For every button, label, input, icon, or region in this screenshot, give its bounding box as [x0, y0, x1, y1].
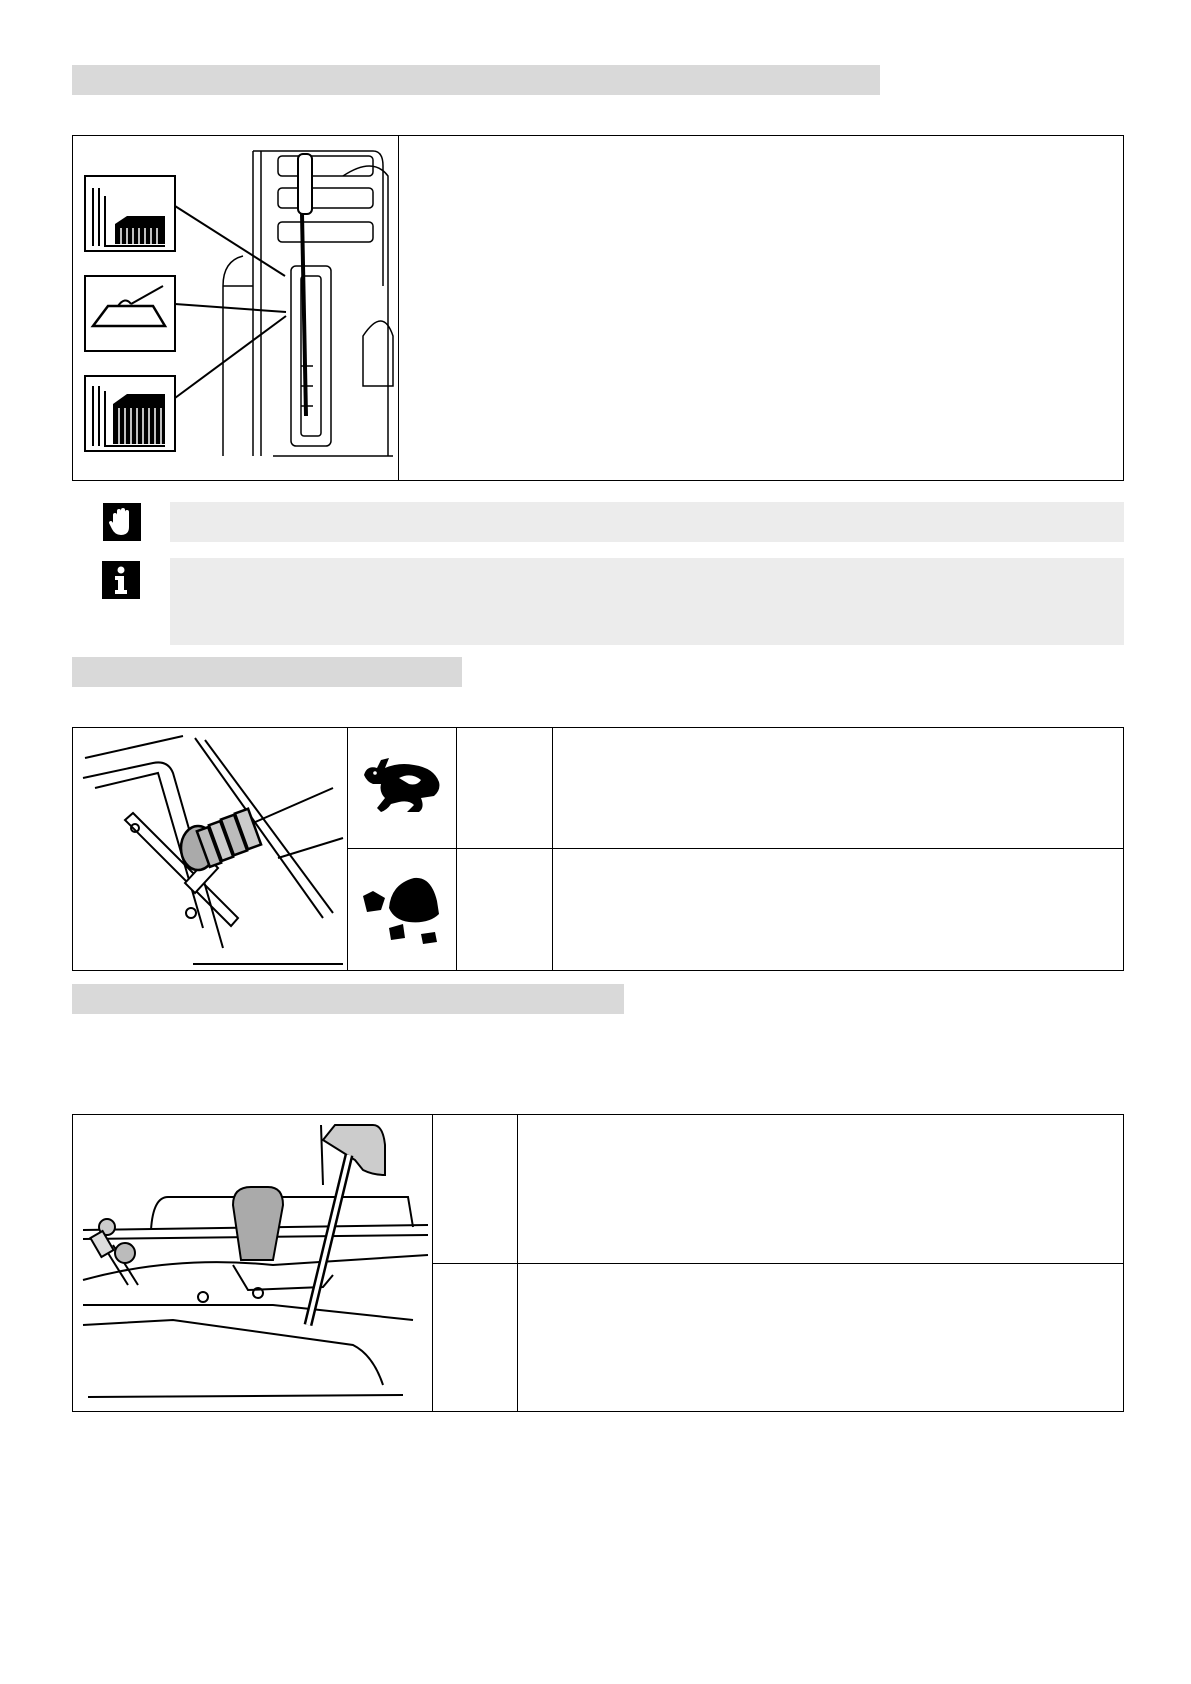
lift-lever-illustration	[73, 136, 398, 480]
blade-lever-table	[72, 1114, 1124, 1412]
rabbit-fast-icon	[359, 750, 444, 820]
info-icon	[102, 561, 140, 599]
speed-lever-illustration	[73, 728, 347, 970]
section-heading-speed	[72, 657, 462, 687]
speed-lever-table	[72, 727, 1124, 971]
stop-note	[170, 502, 1124, 542]
lift-lever-panel	[72, 135, 1124, 481]
blade-lever-illustration	[73, 1115, 432, 1411]
turtle-slow-icon	[359, 866, 444, 956]
float-icon	[85, 276, 175, 351]
section-heading-blade	[72, 984, 624, 1014]
stop-hand-icon	[103, 503, 141, 541]
height-low-icon	[85, 176, 175, 251]
height-high-icon	[85, 376, 175, 451]
info-note	[170, 558, 1124, 645]
section-heading-lift	[72, 65, 880, 95]
